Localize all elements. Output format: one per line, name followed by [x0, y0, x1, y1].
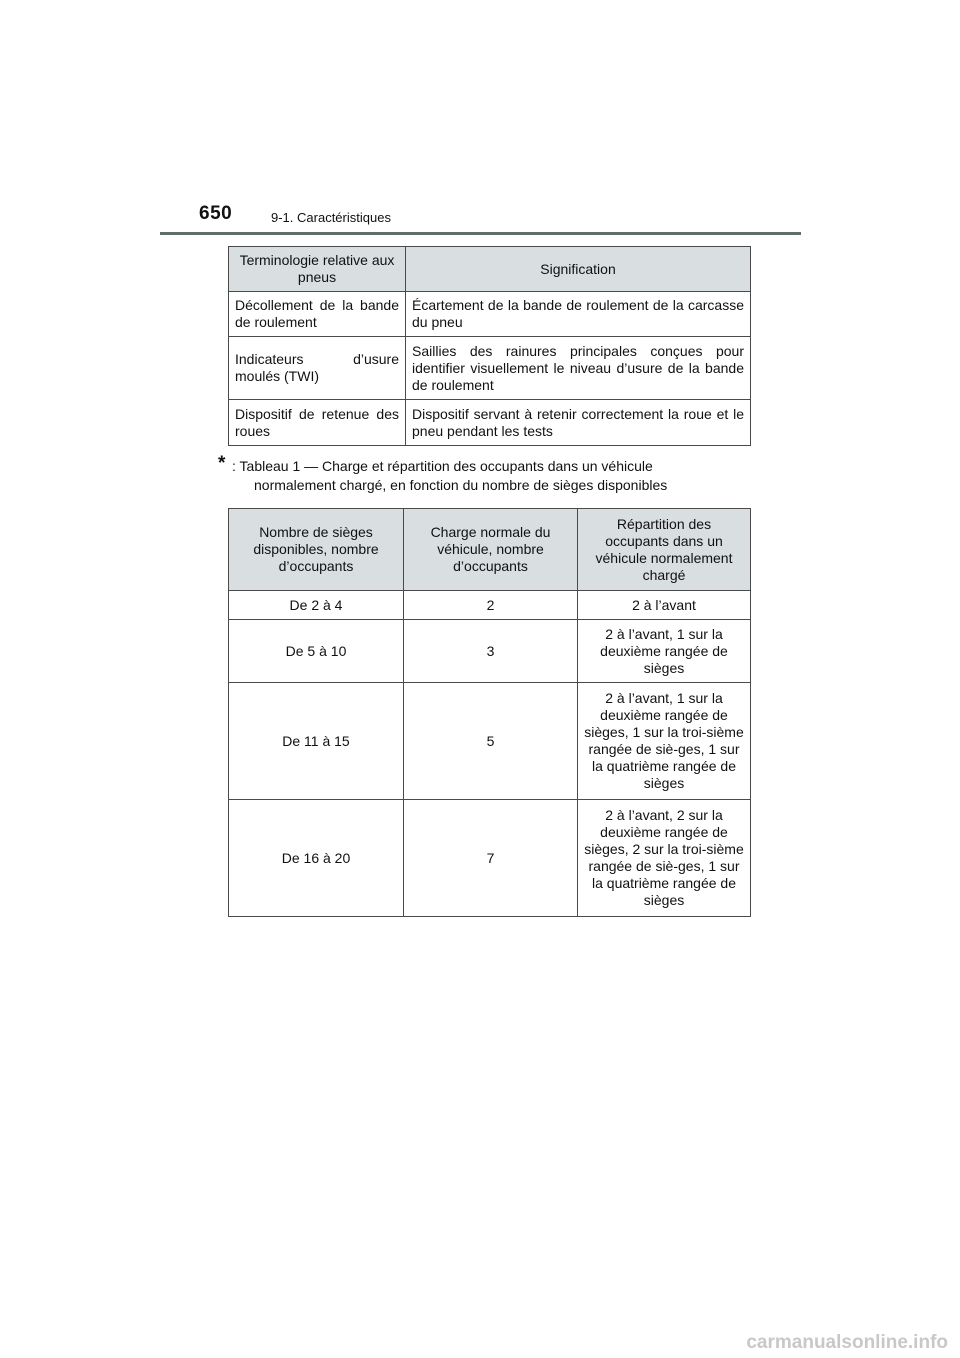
seats-cell: De 16 à 20: [229, 800, 404, 917]
column-header-meaning: Signification: [406, 247, 751, 292]
table-row: [229, 683, 751, 800]
table-row: [229, 337, 751, 400]
footnote-line-1: : Tableau 1 — Charge et répartition des occupants dans un véhicule: [232, 458, 653, 474]
header-rule: [160, 232, 801, 235]
table-row: [229, 620, 751, 683]
load-cell: 3: [404, 620, 578, 683]
distribution-cell: 2 à l’avant, 1 sur la deuxième rangée de sièges: [578, 620, 751, 683]
section-title: 9-1. Caractéristiques: [271, 210, 391, 225]
term-cell: Dispositif de retenue des roues: [229, 400, 406, 446]
column-header-seats: Nombre de sièges disponibles, nombre d’occupants: [229, 509, 404, 591]
meaning-cell: Écartement de la bande de roulement de la carcasse du pneu: [406, 292, 751, 337]
term-cell: Indicateurs d’usure moulés (TWI): [229, 337, 406, 400]
term-cell: Décollement de la bande de roulement: [229, 292, 406, 337]
tire-terminology-table: [228, 246, 751, 446]
load-cell: 2: [404, 591, 578, 620]
column-header-load: Charge normale du véhicule, nombre d’occupants: [404, 509, 578, 591]
seats-cell: De 11 à 15: [229, 683, 404, 800]
column-header-terminology: Terminologie relative aux pneus: [229, 247, 406, 292]
footnote-line-2: normalement chargé, en fonction du nombre de sièges disponibles: [254, 477, 668, 493]
occupant-distribution-table: [228, 508, 751, 917]
meaning-cell: Dispositif servant à retenir correctement la roue et le pneu pendant les tests: [406, 400, 751, 446]
table-row: [229, 400, 751, 446]
table-row: [229, 292, 751, 337]
footnote: [218, 453, 748, 495]
table-row: [229, 800, 751, 917]
table-header-row: [229, 247, 751, 292]
footnote-marker: *: [218, 453, 226, 474]
distribution-cell: 2 à l’avant, 1 sur la deuxième rangée de sièges, 1 sur la troi-sième rangée de siè-ges, 1 sur la quatrième rangée de sièges: [578, 683, 751, 800]
distribution-cell: 2 à l’avant: [578, 591, 751, 620]
column-header-distribution: Répartition des occupants dans un véhicule normalement chargé: [578, 509, 751, 591]
meaning-cell: Saillies des rainures principales conçues pour identifier visuellement le niveau d’usure de la bande de roulement: [406, 337, 751, 400]
table-header-row: [229, 509, 751, 591]
table-row: [229, 591, 751, 620]
seats-cell: De 2 à 4: [229, 591, 404, 620]
load-cell: 7: [404, 800, 578, 917]
watermark: carmanualsonline.info: [746, 1332, 948, 1353]
load-cell: 5: [404, 683, 578, 800]
distribution-cell: 2 à l’avant, 2 sur la deuxième rangée de sièges, 2 sur la troi-sième rangée de siè-ges, 1 sur la quatrième rangée de sièges: [578, 800, 751, 917]
seats-cell: De 5 à 10: [229, 620, 404, 683]
page-number: 650: [199, 203, 233, 224]
